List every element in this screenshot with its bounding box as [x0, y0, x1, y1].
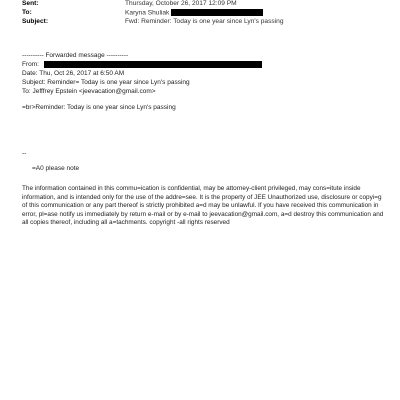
please-note: =A0 please note	[32, 165, 80, 172]
sent-value: Thursday, October 26, 2017 12:09 PM	[125, 0, 237, 7]
redaction-bar	[44, 61, 262, 68]
forwarded-subject: Subject: Reminder= Today is one year since Lyn's passing	[22, 79, 190, 86]
subject-value: Fwd: Reminder: Today is one year since Lyn's passing	[125, 18, 284, 25]
redaction-bar	[171, 9, 263, 16]
signature-dashes: --	[22, 150, 27, 157]
to-label: To:	[22, 9, 32, 16]
subject-label: Subject:	[22, 18, 49, 25]
forwarded-from-row	[22, 61, 262, 69]
forwarded-to: To: Jefffrey Epstein <jeevacation@gmail.com>	[22, 88, 156, 95]
sent-label: Sent:	[22, 0, 39, 7]
confidentiality-notice: The information contained in this commu=ication is confidential, may be attorney-client privileged, may cons=itute inside information, and is intended only for the use of the addre=see. It is the property of JEE Unauthorized use, disclosure or copyi=g of this communication or any part thereof is strictly prohibited a=d may be unlawful. If you have received this communication in error, pl=ase notify us immediately by return e-mail or by e-mail to jeevacation@gmail.com, a=d destroy this communication and all copies thereof, including all a=tachments. copyright -all rights reserved	[22, 185, 384, 227]
forwarded-from-label: From:	[22, 61, 39, 69]
reminder-line: =br>Reminder: Today is one year since Lyn's passing	[22, 104, 176, 111]
forwarded-date: Date: Thu, Oct 26, 2017 at 6:50 AM	[22, 70, 125, 77]
to-name: Karyna Shuliak	[125, 9, 170, 17]
forwarded-divider: ---------- Forwarded message ----------	[22, 52, 129, 59]
to-value	[125, 9, 263, 17]
